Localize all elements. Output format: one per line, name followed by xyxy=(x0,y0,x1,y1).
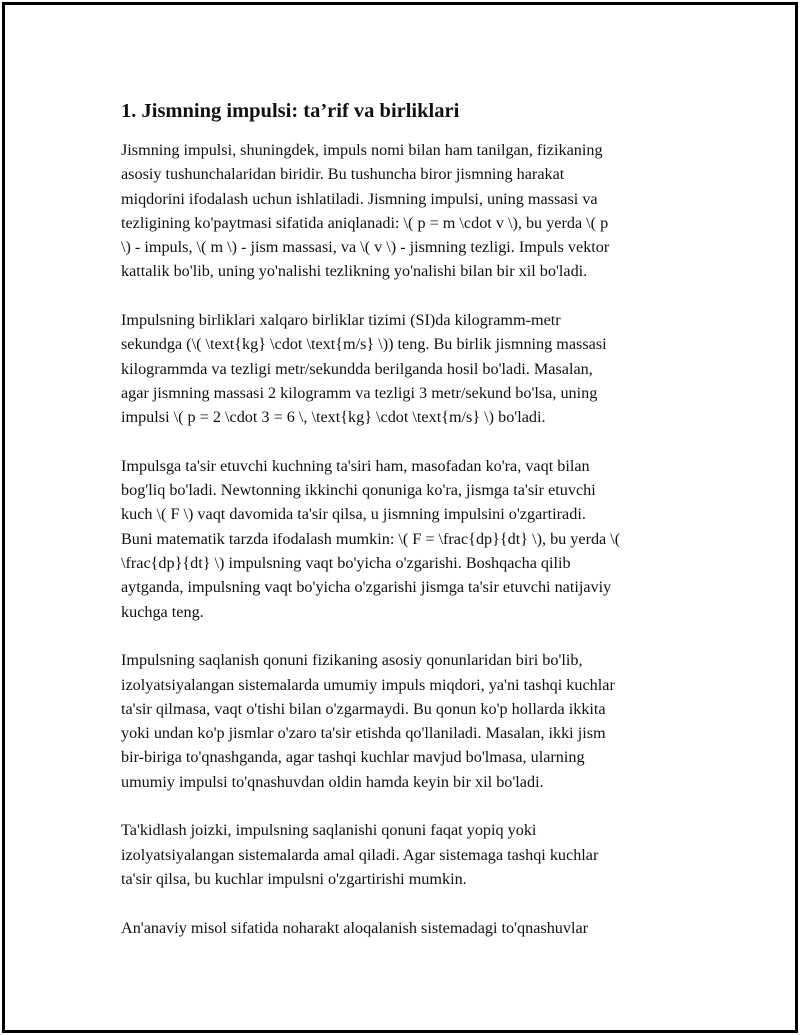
paragraph xyxy=(121,308,681,429)
paragraph-line: Impulsning birliklari xalqaro birliklar tizimi (SI)da kilogramm-metr xyxy=(121,311,561,330)
paragraph-line: An'anaviy misol sifatida noharakt aloqalanish sistemadagi to'qnashuvlar xyxy=(121,918,589,937)
paragraph-line: aytganda, impulsning vaqt bo'yicha o'zgarishi jismga ta'sir etuvchi natijaviy xyxy=(121,578,612,597)
paragraph xyxy=(121,454,681,624)
paragraph-line: ta'sir qilmasa, vaqt o'tishi bilan o'zgarmaydi. Bu qonun ko'p hollarda ikkita xyxy=(121,699,606,718)
paragraph xyxy=(121,648,681,794)
paragraph-line: \frac{dp}{dt} \) impulsning vaqt bo'yicha o'zgarishi. Boshqacha qilib xyxy=(121,554,571,573)
paragraph-line: Jismning impulsi, shuningdek, impuls nomi bilan ham tanilgan, fizikaning xyxy=(121,141,603,159)
paragraph-line: Impulsning saqlanish qonuni fizikaning asosiy qonunlaridan biri bo'lib, xyxy=(121,651,583,670)
paragraph-line: kuchga teng. xyxy=(121,602,204,621)
paragraph-line: sekundga (\( \text{kg} \cdot \text{m/s} \)) teng. Bu birlik jismning massasi xyxy=(121,335,607,354)
paragraph-line: \) - impuls, \( m \) - jism massasi, va \( v \) - jismning tezligi. Impuls vektor xyxy=(121,238,610,257)
document-content xyxy=(121,97,681,964)
paragraph-line: impulsi \( p = 2 \cdot 3 = 6 \, \text{kg} \cdot \text{m/s} \) bo'ladi. xyxy=(121,408,546,427)
paragraph-line: bir-biriga to'qnashganda, agar tashqi kuchlar mavjud bo'lmasa, ularning xyxy=(121,748,585,767)
paragraph-line: ta'sir qilsa, bu kuchlar impulsni o'zgartirishi mumkin. xyxy=(121,869,467,888)
paragraph-line: Ta'kidlash joizki, impulsning saqlanishi qonuni faqat yopiq yoki xyxy=(121,821,537,840)
paragraph-line: miqdorini ifodalash uchun ishlatiladi. Jismning impulsi, uning massasi va xyxy=(121,189,598,208)
paragraph xyxy=(121,138,681,284)
paragraph-line: umumiy impulsi to'qnashuvdan oldin hamda keyin bir xil bo'ladi. xyxy=(121,772,544,791)
paragraph-line: Buni matematik tarzda ifodalash mumkin: \( F = \frac{dp}{dt} \), bu yerda \( xyxy=(121,529,621,548)
section-heading: 1. Jismning impulsi: ta’rif va birliklari xyxy=(121,100,460,122)
paragraph xyxy=(121,916,681,940)
paragraph-line: Impulsga ta'sir etuvchi kuchning ta'siri ham, masofadan ko'ra, vaqt bilan xyxy=(121,456,590,475)
paragraph-line: kilogrammda va tezligi metr/sekundda berilganda hosil bo'ladi. Masalan, xyxy=(121,359,593,378)
paragraph-line: agar jismning massasi 2 kilogramm va tezligi 3 metr/sekund bo'lsa, uning xyxy=(121,383,598,402)
paragraph-line: asosiy tushunchalaridan biridir. Bu tushuncha biror jismning harakat xyxy=(121,165,565,184)
page-frame xyxy=(2,2,798,1033)
paragraph-line: yoki undan ko'p jismlar o'zaro ta'sir etishda qo'llaniladi. Masalan, ikki jism xyxy=(121,724,606,743)
paragraph-line: kattalik bo'lib, uning yo'nalishi tezlikning yo'nalishi bilan bir xil bo'ladi. xyxy=(121,262,588,281)
paragraph xyxy=(121,818,681,891)
paragraph-line: izolyatsiyalangan sistemalarda umumiy impuls miqdori, ya'ni tashqi kuchlar xyxy=(121,675,615,694)
paragraph-line: tezligining ko'paytmasi sifatida aniqlanadi: \( p = m \cdot v \), bu yerda \( p xyxy=(121,213,609,232)
paragraphs-container xyxy=(121,138,681,940)
paragraph-line: kuch \( F \) vaqt davomida ta'sir qilsa, u jismning impulsini o'zgartiradi. xyxy=(121,505,586,524)
paragraph-line: bog'liq bo'ladi. Newtonning ikkinchi qonuniga ko'ra, jismga ta'sir etuvchi xyxy=(121,481,596,500)
paragraph-line: izolyatsiyalangan sistemalarda amal qiladi. Agar sistemaga tashqi kuchlar xyxy=(121,845,599,864)
